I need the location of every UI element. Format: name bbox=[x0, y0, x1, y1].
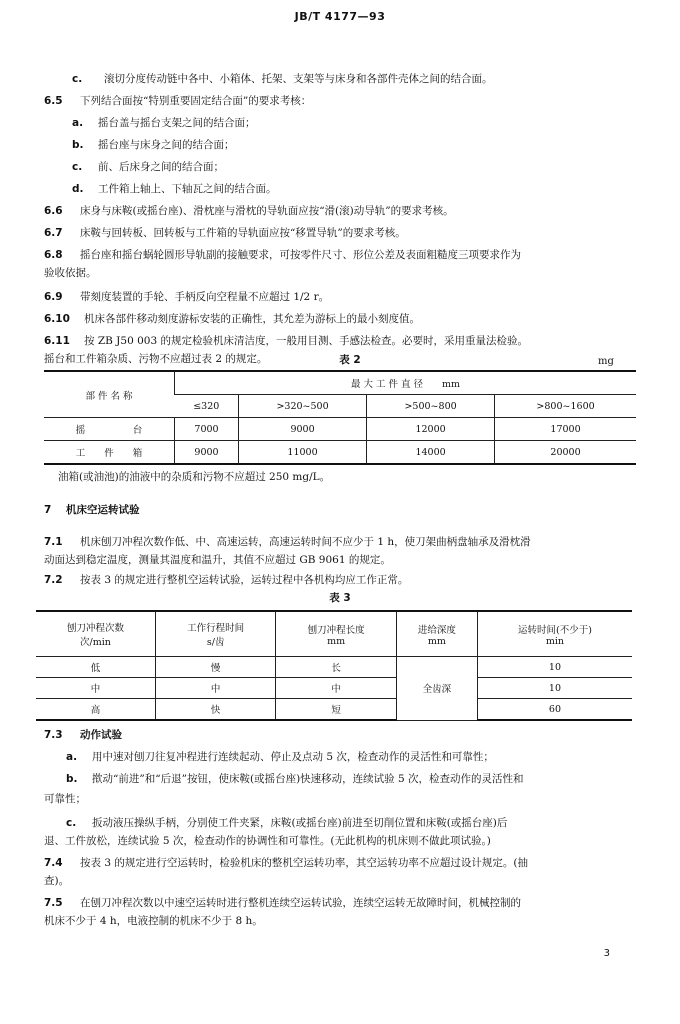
header-unit: 次/min bbox=[80, 637, 111, 648]
table-header bbox=[155, 611, 275, 657]
line-number: 6.6 bbox=[44, 205, 63, 217]
table-cell: 长 bbox=[276, 657, 396, 678]
text-line bbox=[44, 834, 491, 848]
line-number: 6.10 bbox=[44, 313, 70, 325]
table-header: 部 件 名 称 bbox=[44, 371, 175, 418]
line-text: 摇台座与床身之间的结合面； bbox=[98, 139, 235, 151]
line-number: 6.8 bbox=[44, 249, 63, 261]
table-cell: 工 件 箱 bbox=[44, 441, 175, 465]
line-text: 机床不少于 4 h，电液控制的机床不少于 8 h。 bbox=[44, 915, 263, 927]
line-text: 床身与床鞍(或摇台座)、滑枕座与滑枕的导轨面应按“滑(滚)动导轨”的要求考核。 bbox=[80, 205, 454, 217]
table-header: >800~1600 bbox=[495, 395, 636, 418]
table-cell: 低 bbox=[36, 657, 155, 678]
table-cell: 快 bbox=[155, 699, 275, 721]
line-text: 按表 3 的规定进行空运转时，检验机床的整机空运转功率，其空运转功率不应超过设计规定。(抽 bbox=[80, 857, 528, 869]
line-text: 前、后床身之间的结合面； bbox=[98, 161, 224, 173]
line-text: 床鞍与回转板、回转板与工件箱的导轨面应按“移置导轨”的要求考核。 bbox=[80, 227, 406, 239]
line-number: 6.11 bbox=[44, 335, 70, 347]
line-text: 滚切分度传动链中各中、小箱体、托架、支架等与床身和各部件壳体之间的结合面。 bbox=[104, 73, 493, 85]
table-cell: 9000 bbox=[175, 441, 239, 465]
text-line bbox=[72, 182, 277, 196]
text-line bbox=[66, 772, 524, 786]
line-number: d. bbox=[72, 183, 84, 195]
table-cell-merged: 全齿深 bbox=[396, 657, 477, 721]
line-text: 在刨刀冲程次数以中速空运转时进行整机连续空运转试验，连续空运转无故障时间，机械控制的 bbox=[80, 897, 521, 909]
text-line bbox=[44, 334, 528, 348]
text-line bbox=[58, 470, 330, 484]
header-line: 进给深度 bbox=[417, 624, 456, 636]
text-line bbox=[44, 553, 391, 567]
header-unit: mm bbox=[327, 635, 346, 647]
text-line bbox=[44, 226, 406, 240]
line-number: b. bbox=[66, 773, 78, 785]
line-text: 可靠性； bbox=[44, 793, 86, 805]
page-header: JB/T 4177—93 bbox=[294, 10, 386, 23]
line-text: 摇台盖与摇台支架之间的结合面； bbox=[98, 117, 256, 129]
line-text: 动面达到稳定温度，测量其温度和温升，其值不应超过 GB 9061 的规定。 bbox=[44, 554, 391, 566]
table-header: >500~800 bbox=[367, 395, 495, 418]
table-cell: 17000 bbox=[495, 418, 636, 441]
text-line bbox=[44, 312, 420, 326]
table-cell: 中 bbox=[36, 678, 155, 699]
header-unit: s/齿 bbox=[206, 637, 225, 648]
table-header bbox=[36, 611, 155, 657]
text-line bbox=[44, 874, 69, 888]
text-line bbox=[44, 914, 263, 928]
table-cell: 高 bbox=[36, 699, 155, 721]
line-number: 7.2 bbox=[44, 574, 63, 586]
line-text: 按 ZB J50 003 的规定检验机床清洁度，一般用目测、手感法检查。必要时，采用重量法检验。 bbox=[84, 335, 528, 347]
line-text: 带刻度装置的手轮、手柄反向空程量不应超过 1/2 r。 bbox=[80, 291, 330, 303]
text-line bbox=[44, 856, 528, 870]
table-cell: 9000 bbox=[239, 418, 367, 441]
table-row bbox=[36, 611, 632, 657]
text-line bbox=[44, 94, 311, 108]
table-cell: 短 bbox=[276, 699, 396, 721]
header-line: 刨刀冲程次数 bbox=[66, 623, 124, 634]
line-text: 机床刨刀冲程次数作低、中、高速运转，高速运转时间不应少于 1 h，使刀架曲柄盘轴承及滑枕滑 bbox=[80, 536, 531, 548]
text-line bbox=[66, 816, 507, 830]
line-text: 摇台座和摇台蜗轮圆形导轨副的接触要求，可按零件尺寸、形位公差及表面粗糙度三项要求作为 bbox=[80, 249, 521, 261]
page-number: 3 bbox=[603, 948, 610, 959]
table-cell: 7000 bbox=[175, 418, 239, 441]
table-2-unit: mg bbox=[598, 356, 614, 367]
text-line bbox=[72, 116, 256, 130]
table-cell: 11000 bbox=[239, 441, 367, 465]
text-line bbox=[44, 204, 454, 218]
table-row bbox=[44, 371, 636, 395]
line-text: 验收依据。 bbox=[44, 267, 97, 279]
line-text: 油箱(或油池)的油液中的杂质和污物不应超过 250 mg/L。 bbox=[58, 471, 331, 483]
table-cell: 中 bbox=[276, 678, 396, 699]
table-header: >320~500 bbox=[239, 395, 367, 418]
line-number: b. bbox=[72, 139, 84, 151]
text-line bbox=[44, 248, 521, 262]
text-line bbox=[66, 750, 494, 764]
line-text: 扳动液压操纵手柄，分别使工件夹紧，床鞍(或摇台座)前进至切削位置和床鞍(或摇台座)后 bbox=[92, 817, 508, 829]
table-cell: 14000 bbox=[367, 441, 495, 465]
line-text: 退、工件放松，连续试验 5 次，检查动作的协调性和可靠性。(无此机构的机床则不做此项试验。) bbox=[44, 835, 491, 847]
header-unit: mm bbox=[427, 635, 446, 647]
line-number: a. bbox=[72, 117, 84, 129]
line-number: c. bbox=[72, 73, 83, 85]
section-number: 7 bbox=[44, 504, 52, 516]
text-line bbox=[72, 72, 493, 86]
table-row bbox=[44, 441, 636, 465]
text-line bbox=[72, 138, 235, 152]
table-cell: 中 bbox=[155, 678, 275, 699]
table-cell: 60 bbox=[477, 699, 632, 721]
table-2-caption: 表 2 bbox=[339, 354, 361, 366]
text-line bbox=[44, 728, 122, 742]
text-line bbox=[44, 896, 521, 910]
header-line: 运转时间(不少于) bbox=[518, 624, 592, 636]
table-cell: 10 bbox=[477, 657, 632, 678]
table-3 bbox=[36, 610, 632, 721]
table-header: 最 大 工 件 直 径 mm bbox=[175, 371, 637, 395]
line-number: c. bbox=[72, 161, 83, 173]
line-number: 7.3 bbox=[44, 729, 63, 741]
table-header bbox=[276, 611, 396, 657]
table-cell: 12000 bbox=[367, 418, 495, 441]
line-text: 揿动“前进”和“后退”按钮，使床鞍(或摇台座)快速移动，连续试验 5 次，检查动作的灵活性和 bbox=[92, 773, 524, 785]
header-line: 工作行程时间 bbox=[187, 623, 245, 634]
table-row bbox=[36, 699, 632, 721]
line-text: 工件箱上轴上、下轴瓦之间的结合面。 bbox=[98, 183, 277, 195]
table-cell: 慢 bbox=[155, 657, 275, 678]
line-number: 6.9 bbox=[44, 291, 63, 303]
line-number: 7.1 bbox=[44, 536, 63, 548]
table-row bbox=[36, 678, 632, 699]
table-cell: 10 bbox=[477, 678, 632, 699]
table-cell: 20000 bbox=[495, 441, 636, 465]
line-text: 机床各部件移动刻度游标安装的正确性，其允差为游标上的最小刻度值。 bbox=[84, 313, 420, 325]
line-number: a. bbox=[66, 751, 78, 763]
text-line bbox=[44, 535, 531, 549]
text-line bbox=[72, 160, 224, 174]
line-text: 按表 3 的规定进行整机空运转试验，运转过程中各机构均应工作正常。 bbox=[80, 574, 409, 586]
table-2 bbox=[44, 370, 636, 465]
table-cell: 摇 台 bbox=[44, 418, 175, 441]
line-number: c. bbox=[66, 817, 77, 829]
line-text: 下列结合面按“特别重要固定结合面”的要求考核： bbox=[80, 95, 312, 107]
table-3-caption: 表 3 bbox=[329, 592, 351, 604]
line-text: 查)。 bbox=[44, 875, 70, 887]
line-text: 用中速对刨刀往复冲程进行连续起动、停止及点动 5 次，检查动作的灵活性和可靠性； bbox=[92, 751, 494, 763]
text-line bbox=[44, 290, 329, 304]
line-text: 动作试验 bbox=[80, 729, 122, 741]
line-number: 7.5 bbox=[44, 897, 63, 909]
table-header bbox=[396, 611, 477, 657]
section-title-text: 机床空运转试验 bbox=[66, 504, 140, 516]
header-line: 刨刀冲程长度 bbox=[307, 624, 365, 636]
line-text: 摇台和工件箱杂质、污物不应超过表 2 的规定。 bbox=[44, 353, 268, 365]
text-line bbox=[44, 573, 408, 587]
section-title bbox=[44, 503, 140, 517]
text-line bbox=[44, 792, 86, 806]
table-header bbox=[477, 611, 632, 657]
line-number: 6.7 bbox=[44, 227, 63, 239]
table-row bbox=[36, 657, 632, 678]
header-unit: min bbox=[545, 635, 565, 647]
line-number: 7.4 bbox=[44, 857, 63, 869]
table-row bbox=[44, 418, 636, 441]
text-line bbox=[44, 266, 97, 280]
line-number: 6.5 bbox=[44, 95, 63, 107]
table-header: ≤320 bbox=[175, 395, 239, 418]
